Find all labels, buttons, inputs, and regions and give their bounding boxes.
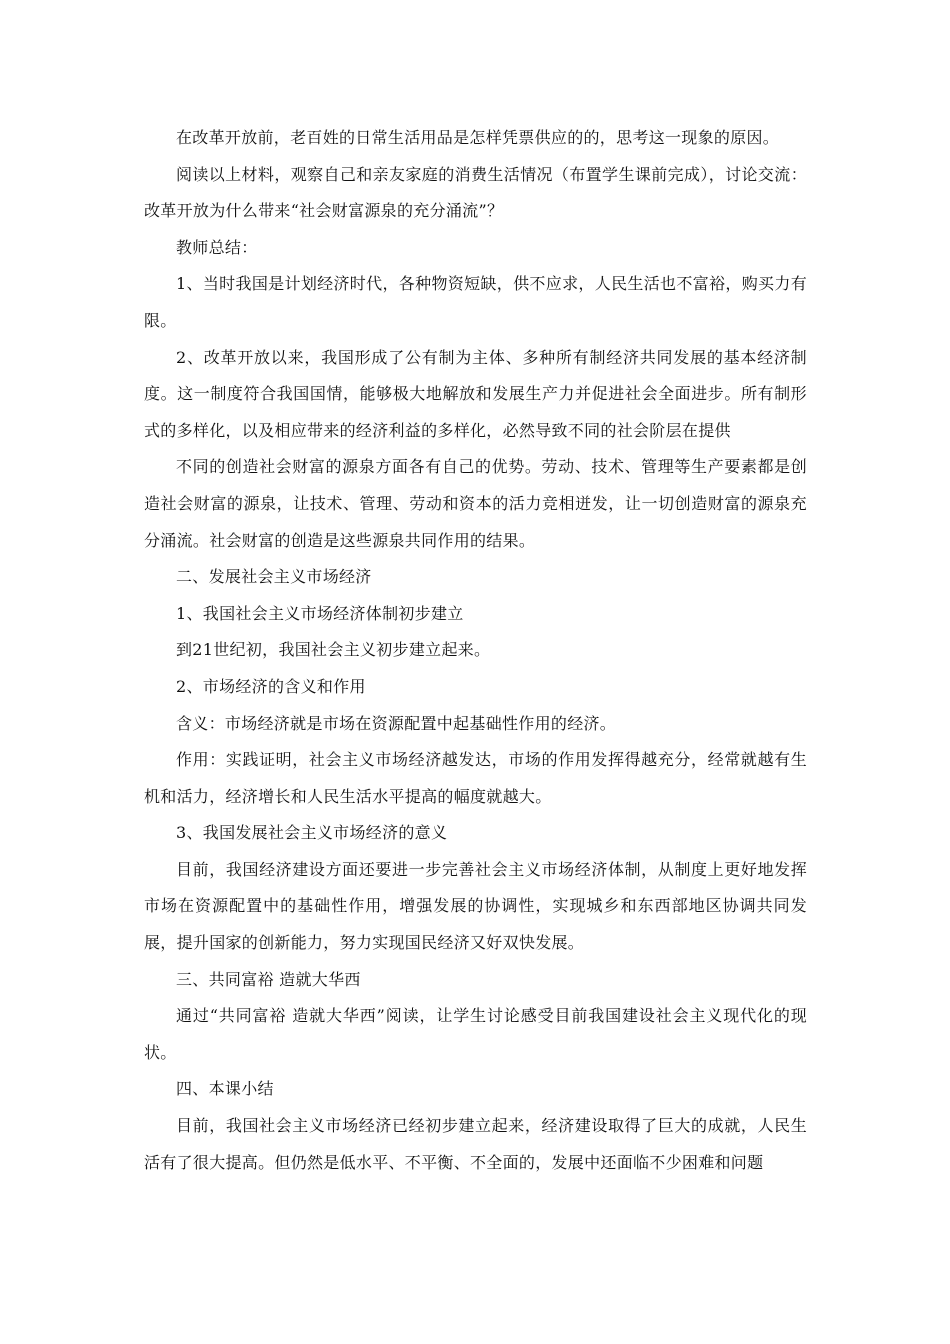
paragraph: 不同的创造社会财富的源泉方面各有自己的优势。劳动、技术、管理等生产要素都是创造社会财富的源泉，让技术、管理、劳动和资本的活力竞相迸发，让一切创造财富的源泉充分涌流。社会财富的创造是这些源泉共同作用的结果。 [144,457,807,550]
paragraph: 作用：实践证明，社会主义市场经济越发达，市场的作用发挥得越充分，经常就越有生机和活力，经济增长和人民生活水平提高的幅度就越大。 [144,750,807,806]
paragraph: 目前，我国社会主义市场经济已经初步建立起来，经济建设取得了巨大的成就，人民生活有了很大提高。但仍然是低水平、不平衡、不全面的，发展中还面临不少困难和问题 [144,1116,807,1172]
paragraph: 阅读以上材料，观察自己和亲友家庭的消费生活情况（布置学生课前完成），讨论交流：改革开放为什么带来“社会财富源泉的充分涌流”？ [144,164,807,221]
subsection-heading: 1、我国社会主义市场经济体制初步建立 [176,603,464,623]
paragraph: 通过“共同富裕 造就大华西”阅读，让学生讨论感受目前我国建设社会主义现代化的现状。 [144,1006,807,1062]
paragraph: 到21世纪初，我国社会主义初步建立起来。 [176,640,491,660]
section-heading: 三、共同富裕 造就大华西 [176,969,361,989]
subsection-heading: 3、我国发展社会主义市场经济的意义 [176,823,448,843]
section-heading: 四、本课小结 [176,1079,274,1099]
paragraph: 在改革开放前，老百姓的日常生活用品是怎样凭票供应的的，思考这一现象的原因。 [176,128,780,147]
paragraph: 教师总结： [176,237,258,257]
paragraph: 含义：市场经济就是市场在资源配置中起基础性作用的经济。 [176,713,617,733]
subsection-heading: 2、市场经济的含义和作用 [176,676,366,696]
paragraph: 目前，我国经济建设方面还要进一步完善社会主义市场经济体制，从制度上更好地发挥市场在资源配置中的基础性作用，增强发展的协调性，实现城乡和东西部地区协调共同发展，提升国家的创新能力，努力实现国民经济又好双快发展。 [144,859,807,953]
section-heading: 二、发展社会主义市场经济 [176,567,372,587]
paragraph: 1、当时我国是计划经济时代，各种物资短缺，供不应求，人民生活也不富裕，购买力有限。 [144,274,807,330]
paragraph: 2、改革开放以来，我国形成了公有制为主体、多种所有制经济共同发展的基本经济制度。这一制度符合我国国情，能够极大地解放和发展生产力并促进社会全面进步。所有制形式的多样化，以及相应带来的经济利益的多样化，必然导致不同的社会阶层在提供 [144,347,807,440]
document-body [144,120,807,1181]
